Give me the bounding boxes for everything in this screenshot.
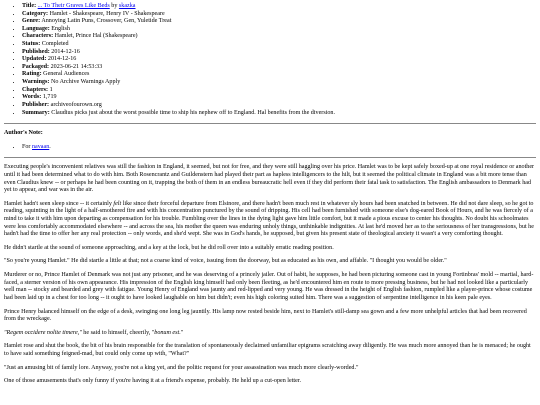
authors-note-list — [4, 144, 536, 152]
story-metadata-list — [4, 3, 536, 117]
meta-title: • Title: ... To Their Graves Like Beds by skazka — [22, 3, 536, 11]
divider — [4, 157, 536, 158]
meta-chapters: • Chapters: 1 — [22, 87, 536, 95]
meta-summary: • Summary: Claudius picks just about the worst possible time to ship his nephew off to England. Hal benefits from the diversion. — [22, 110, 536, 118]
paragraph: Hamlet hadn't seen sleep since -- it certainly felt like since their forceful departure from Elsinore, and there hadn't been much rest in whatever sly hours had been snatched in between. He did not dare sleep, so he got to reading, squinting in the light of a half-smothered fire and with his concentration punctured by the sound of dripping. His cell had been furnished with someone else's dog-eared Book of Hours, and he was fiercely of a mind to take it with him upon departing as compensation for his trouble. Fumbling over the lines in the dying light gave him little comfort, but it made a pious excuse to center his thoughts. No doubt his schoolmates were less comfortably accommodated elsewhere -- and across the sea, his mother the queen was enduring unholy things, unthinkable indignities. At last he'd moved her as to the seriousness of her transgressions, but he hadn't had the time to offer her any real protection -- only words, and she'd wept. She was in God's hands, he supposed, but given his present state of theological anxiety it wasn't a very comforting thought. — [4, 200, 534, 238]
meta-category: • Category: Hamlet - Shakespeare, Henry IV - Shakespeare — [22, 11, 536, 19]
divider — [4, 123, 536, 124]
paragraph: "Just an amusing bit of family lore. Anyway, you're not a king yet, and the politic request for your assassination was much more clearly-worded." — [4, 364, 359, 371]
paragraph: Murderer or no, Prince Hamlet of Denmark was not just any prisoner, and he was deserving of a princely jailer. Out of habit, he supposes, he had been picturing someone cast in young Fortinbras' mold -- martial, hard-faced, a sterner version of his own appearance. His impression of the English king himself had only been fleeting, as he'd encountered him en route to more pressing business, but he had not looked like a particularly well man -- stocky and bearded and grey with fatigue. Young Henry of England was jaunty and red-lipped and very young. He was dressed in the height of English fashion, rumpled like a player-prince whose costume had been laid up in a chest for too long -- it ought to have looked laughable on him but didn't; even his high coloring suited him. There was a suggestion of serpentine intelligence in his keen pale eyes. — [4, 272, 534, 301]
meta-published: • Published: 2014-12-16 — [22, 49, 536, 57]
meta-packaged: • Packaged: 2023-06-21 14:53:33 — [22, 64, 536, 72]
meta-publisher: • Publisher: archiveofourown.org — [22, 102, 536, 110]
paragraph: "So you're young Hamlet." He did startle a little at that; not a coarse kind of voice, issuing from the doorway, but as educated as his own, and affable. "I thought you would be older." — [4, 258, 447, 265]
story-title-link[interactable]: ... To Their Graves Like Beds — [37, 3, 110, 9]
paragraph: Prince Henry balanced himself on the edge of a desk, swinging one long leg jauntily. His lamp now rested beside him, next to Hamlet's still-damp sea gown and a few more unhelpful articles that had been recovered from the wreckage. — [4, 308, 527, 323]
meta-status: • Status: Completed — [22, 41, 536, 49]
paragraph: Executing people's inconvenient relatives was still the fashion in England, it seemed, but not for free, and they were still haggling over his price. Hamlet was to be kept safely boxed-up at one royal residence or another until it had been determined what to do with him. Both Rosencrantz and Guildenstern had played their part as hapless intelligencers to the hilt, but it seemed the political climate in England was a bit more tense than even Claudius knew -- or perhaps he had been counting on it, trapping the both of them in an endless bureaucratic hell even if they did perform their fatal task to satisfaction. The English ambassadors to Denmark had yet to appear, and war was in the air. — [4, 164, 535, 194]
meta-words: • Words: 1,719 — [22, 94, 536, 102]
meta-characters: • Characters: Hamlet, Prince Hal (Shakespeare) — [22, 33, 536, 41]
paragraph: He didn't startle at the sound of someone approaching, and a key at the lock, but he did roll over into a suitably erratic reading position. — [4, 244, 334, 251]
meta-genre: • Genre: Annoying Latin Puns, Crossover, Gen, Yuletide Treat — [22, 18, 536, 26]
paragraph: Hamlet rose and shut the book, the bit of his brain responsible for the translation of spontaneously declaimed unfamiliar epigrams scratching away diligently. He was much more annoyed than he is menaced; he ought to have said something feigned-mad, but could only come up with, "What?" — [4, 343, 531, 357]
meta-language: • Language: English — [22, 26, 536, 34]
meta-warnings: • Warnings: No Archive Warnings Apply — [22, 79, 536, 87]
paragraph: One of those amusements that's only funny if you're having it at a friend's expense, probably. He held up a cut-open letter. — [4, 378, 302, 385]
authors-note-heading: Author's Note: — [4, 130, 43, 137]
meta-updated: • Updated: 2014-12-16 — [22, 56, 536, 64]
dedication: • For navaan. — [22, 144, 536, 152]
dedicatee-link[interactable]: navaan — [32, 143, 50, 150]
story-body — [4, 164, 536, 385]
author-link[interactable]: skazka — [118, 3, 136, 9]
paragraph: "Regem occidere nolite timere," he said to himself, cheerily, "bonum est." — [4, 329, 184, 336]
meta-rating: • Rating: General Audiences — [22, 71, 536, 79]
